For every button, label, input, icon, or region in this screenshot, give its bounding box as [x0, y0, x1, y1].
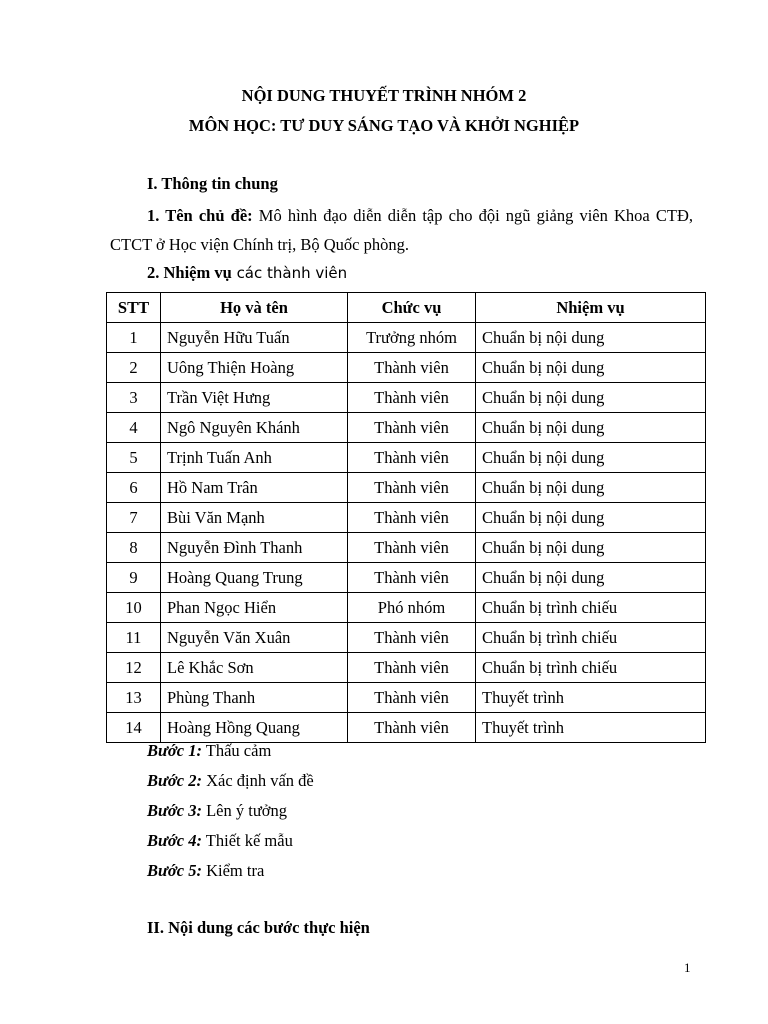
cell-position: Thành viên: [348, 533, 476, 563]
document-title: NỘI DUNG THUYẾT TRÌNH NHÓM 2: [241, 86, 527, 105]
cell-name: Bùi Văn Mạnh: [161, 503, 348, 533]
cell-name: Nguyễn Hữu Tuấn: [161, 323, 348, 353]
tasks-text: các thành viên: [231, 264, 348, 282]
cell-name: Phùng Thanh: [161, 683, 348, 713]
step-text: Thiết kế mẫu: [201, 831, 293, 850]
cell-name: Uông Thiện Hoàng: [161, 353, 348, 383]
header-position: Chức vụ: [348, 293, 476, 323]
table-row: [107, 623, 706, 653]
step-text: Lên ý tưởng: [201, 801, 287, 820]
step-item: [147, 831, 293, 851]
cell-name: Phan Ngọc Hiển: [161, 593, 348, 623]
step-item: [147, 801, 287, 821]
cell-name: Ngô Nguyên Khánh: [161, 413, 348, 443]
header-stt: STT: [107, 293, 161, 323]
cell-name: Trần Việt Hưng: [161, 383, 348, 413]
cell-position: Thành viên: [348, 683, 476, 713]
cell-name: Trịnh Tuấn Anh: [161, 443, 348, 473]
table-row: [107, 473, 706, 503]
cell-task: Chuẩn bị nội dung: [476, 533, 706, 563]
cell-position: Thành viên: [348, 383, 476, 413]
cell-name: Hoàng Quang Trung: [161, 563, 348, 593]
table-row: [107, 383, 706, 413]
cell-task: Thuyết trình: [476, 683, 706, 713]
cell-task: Chuẩn bị nội dung: [476, 473, 706, 503]
cell-task: Chuẩn bị trình chiếu: [476, 593, 706, 623]
table-row: [107, 713, 706, 743]
tasks-label: 2. Nhiệm vụ: [147, 263, 232, 282]
table-row: [107, 323, 706, 353]
table-row: [107, 413, 706, 443]
cell-task: Chuẩn bị nội dung: [476, 383, 706, 413]
cell-position: Trưởng nhóm: [348, 323, 476, 353]
header-name: Họ và tên: [161, 293, 348, 323]
cell-position: Thành viên: [348, 413, 476, 443]
topic-label: 1. Tên chủ đề:: [147, 206, 253, 225]
cell-stt: 9: [107, 563, 161, 593]
step-item: [147, 771, 314, 791]
cell-stt: 13: [107, 683, 161, 713]
step-text: Xác định vấn đề: [201, 771, 314, 790]
step-text: Thấu cảm: [201, 741, 272, 760]
cell-stt: 12: [107, 653, 161, 683]
table-row: [107, 533, 706, 563]
step-item: [147, 741, 271, 761]
section1-heading: I. Thông tin chung: [147, 174, 278, 193]
cell-stt: 8: [107, 533, 161, 563]
cell-position: Thành viên: [348, 563, 476, 593]
tasks-heading: [147, 263, 347, 283]
table-row: [107, 503, 706, 533]
cell-task: Chuẩn bị nội dung: [476, 323, 706, 353]
cell-stt: 6: [107, 473, 161, 503]
header-task: Nhiệm vụ: [476, 293, 706, 323]
cell-task: Chuẩn bị trình chiếu: [476, 623, 706, 653]
cell-name: Lê Khắc Sơn: [161, 653, 348, 683]
step-label: Bước 1:: [147, 741, 202, 760]
cell-position: Thành viên: [348, 653, 476, 683]
step-label: Bước 5:: [147, 861, 202, 880]
cell-stt: 4: [107, 413, 161, 443]
cell-stt: 2: [107, 353, 161, 383]
cell-position: Thành viên: [348, 503, 476, 533]
cell-task: Thuyết trình: [476, 713, 706, 743]
cell-task: Chuẩn bị trình chiếu: [476, 653, 706, 683]
cell-stt: 5: [107, 443, 161, 473]
step-label: Bước 3:: [147, 801, 202, 820]
cell-position: Thành viên: [348, 473, 476, 503]
topic-text: Mô hình đạo diễn diễn tập cho đội ngũ giảng viên Khoa CTĐ, CTCT ở Học viện Chính trị, Bộ Quốc phòng.: [110, 206, 693, 254]
cell-stt: 10: [107, 593, 161, 623]
cell-name: Hồ Nam Trân: [161, 473, 348, 503]
cell-task: Chuẩn bị nội dung: [476, 413, 706, 443]
cell-position: Thành viên: [348, 443, 476, 473]
cell-task: Chuẩn bị nội dung: [476, 503, 706, 533]
document-subtitle: MÔN HỌC: TƯ DUY SÁNG TẠO VÀ KHỞI NGHIỆP: [188, 116, 580, 135]
cell-task: Chuẩn bị nội dung: [476, 563, 706, 593]
cell-name: Nguyễn Văn Xuân: [161, 623, 348, 653]
table-row: [107, 563, 706, 593]
step-label: Bước 2:: [147, 771, 202, 790]
table-row: [107, 593, 706, 623]
cell-position: Thành viên: [348, 353, 476, 383]
cell-position: Thành viên: [348, 713, 476, 743]
cell-stt: 11: [107, 623, 161, 653]
cell-stt: 7: [107, 503, 161, 533]
cell-position: Phó nhóm: [348, 593, 476, 623]
table-row: [107, 443, 706, 473]
cell-position: Thành viên: [348, 623, 476, 653]
table-row: [107, 653, 706, 683]
cell-task: Chuẩn bị nội dung: [476, 443, 706, 473]
cell-name: Hoàng Hồng Quang: [161, 713, 348, 743]
table-row: [107, 353, 706, 383]
cell-stt: 1: [107, 323, 161, 353]
cell-stt: 14: [107, 713, 161, 743]
cell-name: Nguyễn Đình Thanh: [161, 533, 348, 563]
table-row: [107, 683, 706, 713]
cell-stt: 3: [107, 383, 161, 413]
topic-paragraph: [110, 201, 693, 259]
step-label: Bước 4:: [147, 831, 202, 850]
members-table: [106, 292, 706, 743]
page-number: 1: [684, 960, 691, 975]
section2-heading: II. Nội dung các bước thực hiện: [147, 918, 370, 937]
cell-task: Chuẩn bị nội dung: [476, 353, 706, 383]
table-header-row: [107, 293, 706, 323]
step-text: Kiểm tra: [201, 861, 265, 880]
step-item: [147, 861, 264, 881]
